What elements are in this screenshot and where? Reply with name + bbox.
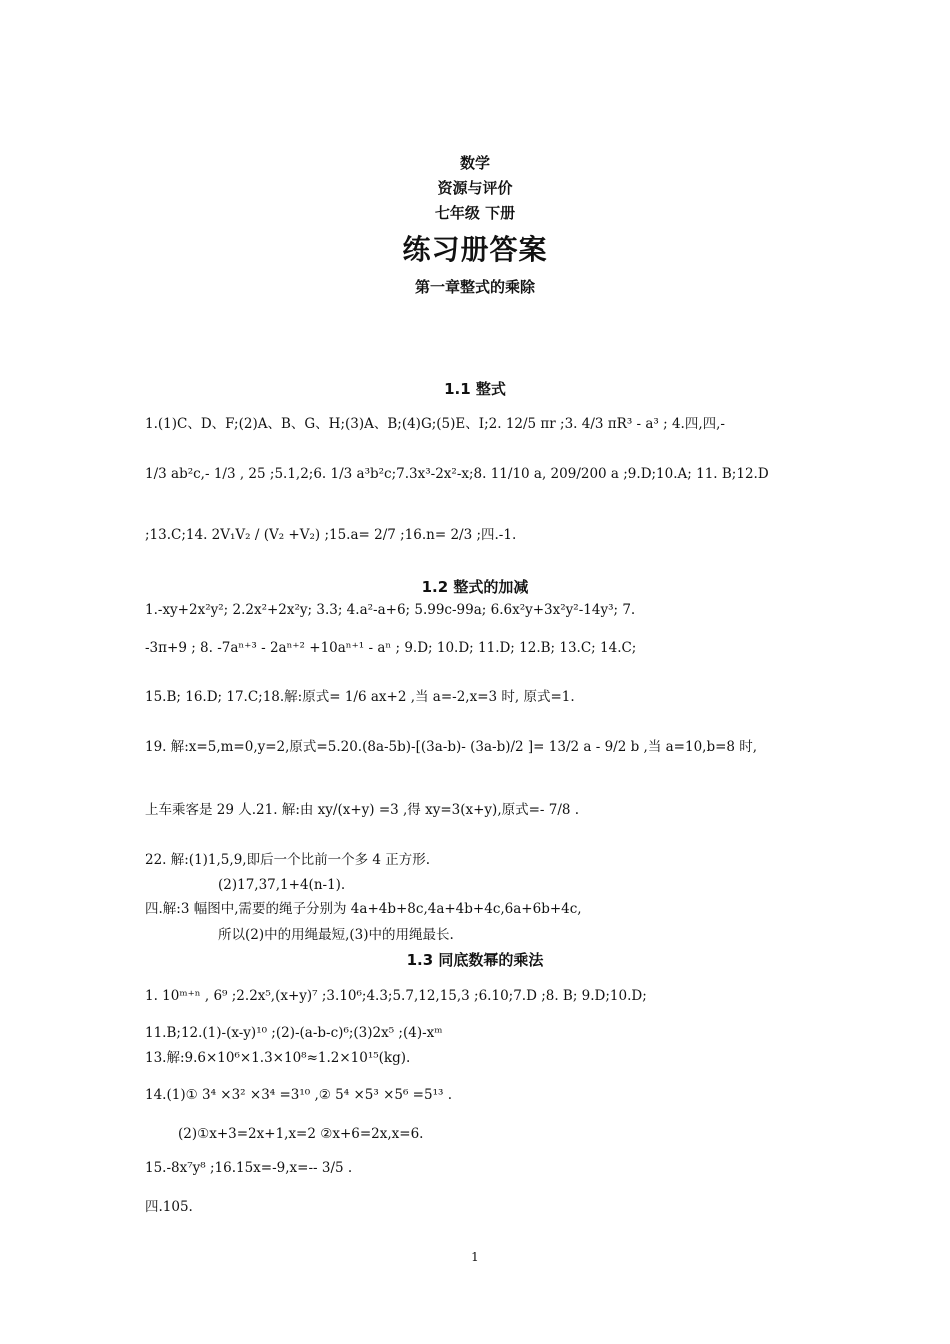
answer-line: 所以(2)中的用绳最短,(3)中的用绳最长.	[218, 927, 454, 943]
answer-line: 14.(1)① 3⁴ ×3² ×3⁴ =3¹⁰ ,② 5⁴ ×5³ ×5⁶ =5¹³ .	[145, 1087, 452, 1103]
answer-line: 1/3 ab²c,- 1/3 , 25 ;5.1,2;6. 1/3 a³b²c;7.3x³-2x²-x;8. 11/10 a, 209/200 a ;9.D;10.A; 11. B;12.D	[145, 466, 769, 482]
answer-line: 1. 10ᵐ⁺ⁿ , 6⁹ ;2.2x⁵,(x+y)⁷ ;3.10⁶;4.3;5.7,12,15,3 ;6.10;7.D ;8. B; 9.D;10.D;	[145, 988, 647, 1004]
chapter-title: 第一章整式的乘除	[414, 278, 535, 296]
answer-line: 1.(1)C、D、F;(2)A、B、G、H;(3)A、B;(4)G;(5)E、I;2. 12/5 πr ;3. 4/3 πR³ - a³ ; 4.四,四,-	[145, 416, 725, 432]
answer-line: ;13.C;14. 2V₁V₂ / (V₂ +V₂) ;15.a= 2/7 ;16.n= 2/3 ;四.-1.	[145, 527, 517, 543]
answer-line: 22. 解:(1)1,5,9,即后一个比前一个多 4 正方形.	[145, 852, 431, 868]
section-heading-1-1: 1.1 整式	[444, 380, 506, 398]
answer-line: -3π+9 ; 8. -7aⁿ⁺³ - 2aⁿ⁺² +10aⁿ⁺¹ - aⁿ ; 9.D; 10.D; 11.D; 12.B; 13.C; 14.C;	[145, 640, 637, 656]
subject-title: 数学	[459, 154, 490, 172]
page-number: 1	[471, 1250, 479, 1264]
answer-line: (2)①x+3=2x+1,x=2 ②x+6=2x,x=6.	[178, 1126, 424, 1142]
answer-line: 15.B; 16.D; 17.C;18.解:原式= 1/6 ax+2 ,当 a=-2,x=3 时, 原式=1.	[145, 689, 575, 705]
grade-title: 七年级 下册	[434, 204, 516, 222]
section-heading-1-2: 1.2 整式的加减	[421, 578, 529, 596]
answer-line: 四.解:3 幅图中,需要的绳子分别为 4a+4b+8c,4a+4b+4c,6a+6b+4c,	[145, 901, 582, 917]
answer-line: 19. 解:x=5,m=0,y=2,原式=5.20.(8a-5b)-[(3a-b)- (3a-b)/2 ]= 13/2 a - 9/2 b ,当 a=10,b=8 时,	[145, 739, 758, 755]
answer-line: 1.-xy+2x²y²; 2.2x²+2x²y; 3.3; 4.a²-a+6; 5.99c-99a; 6.6x²y+3x²y²-14y³; 7.	[145, 602, 636, 618]
answer-line: 四.105.	[145, 1199, 193, 1215]
series-title: 资源与评价	[437, 179, 513, 197]
answer-line: 13.解:9.6×10⁶×1.3×10⁸≈1.2×10¹⁵(kg).	[145, 1050, 411, 1066]
section-heading-1-3: 1.3 同底数幂的乘法	[406, 951, 544, 969]
answer-line: 11.B;12.(1)-(x-y)¹⁰ ;(2)-(a-b-c)⁶;(3)2x⁵ ;(4)-xᵐ	[145, 1025, 443, 1041]
main-title: 练习册答案	[402, 233, 548, 266]
answer-line: 上车乘客是 29 人.21. 解:由 xy/(x+y) =3 ,得 xy=3(x+y),原式=- 7/8 .	[145, 802, 580, 818]
answer-line: 15.-8x⁷y⁸ ;16.15x=-9,x=-- 3/5 .	[145, 1160, 353, 1176]
answer-line: (2)17,37,1+4(n-1).	[218, 877, 346, 893]
